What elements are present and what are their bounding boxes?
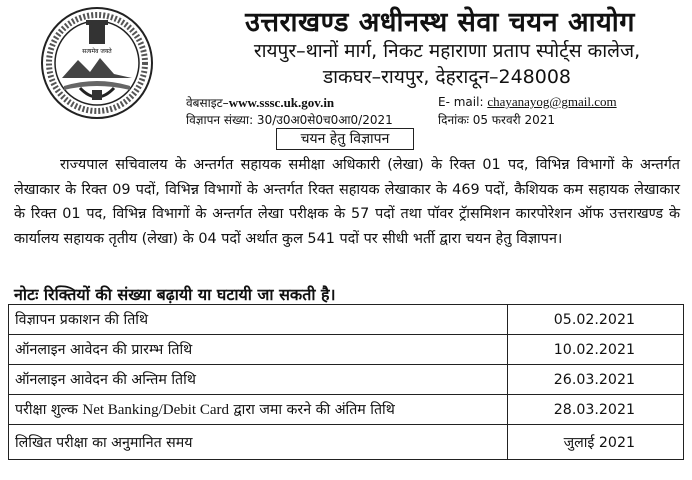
row-label: ऑनलाइन आवेदन की अन्तिम तिथि (9, 365, 508, 395)
schedule-table (8, 304, 684, 460)
table-row (9, 395, 684, 425)
email-line (438, 94, 617, 110)
row-value: 28.03.2021 (508, 395, 684, 425)
row-label: विज्ञापन प्रकाशन की तिथि (9, 305, 508, 335)
row-label (9, 395, 508, 425)
commission-seal-icon (40, 6, 154, 120)
note-text: नोटः रिक्तियों की संख्या बढ़ायी या घटायी जा सकती है। (14, 285, 336, 304)
organisation-name: उत्तराखण्ड अधीनस्थ सेवा चयन आयोग (245, 7, 635, 38)
row-value: 10.02.2021 (508, 335, 684, 365)
advertisement-date: दिनांकः 05 फरवरी 2021 (438, 113, 555, 127)
row-label: लिखित परीक्षा का अनुमानित समय (9, 425, 508, 460)
email-label: E- mail: (438, 95, 484, 109)
website-link[interactable]: www.sssc.uk.gov.in (228, 95, 335, 110)
row-label-pre: परीक्षा शुल्क (15, 402, 78, 418)
table-row (9, 335, 684, 365)
row-value: 05.02.2021 (508, 305, 684, 335)
row-label: ऑनलाइन आवेदन की प्रारम्भ तिथि (9, 335, 508, 365)
table-row (9, 425, 684, 460)
email-link[interactable]: chayanayog@gmail.com (487, 94, 617, 109)
section-heading: चयन हेतु विज्ञापन (276, 128, 414, 150)
seal-motto: सत्यमेव जयते (82, 48, 112, 55)
row-label-latin: Net Banking/Debit Card (82, 402, 229, 418)
row-value: 26.03.2021 (508, 365, 684, 395)
table-row (9, 305, 684, 335)
row-label-post: द्वारा जमा करने की अंतिम तिथि (233, 402, 395, 418)
website-label: वेबसाइट– (186, 96, 229, 110)
address-line-2: डाकघर–रायपुर, देहरादून–248008 (322, 66, 572, 88)
advertisement-number: विज्ञापन संख्या: 30/उ0अ0से0च0आ0/2021 (186, 113, 393, 127)
address-line-1: रायपुर–थानों मार्ग, निकट महाराणा प्रताप स्पोर्ट्स कालेज, (253, 40, 641, 62)
table-row (9, 365, 684, 395)
body-paragraph: राज्यपाल सचिवालय के अन्तर्गत सहायक समीक्षा अधिकारी (लेखा) के रिक्त 01 पद, विभिन्न विभागों के अन्तर्गत लेखाकार के रिक्त 09 पदों, विभिन्न विभागों के अन्तर्गत रिक्त सहायक लेखाकार के 469 पदों, कैशियक कम सहायक लेखाकार के रिक्त 01 पद, विभिन्न विभागों के अन्तर्गत लेखा परीक्षक के 57 पदों तथा पॉवर ट्रॅासमिशन कारपोरेशन ऑफ उत्तराखण्ड के कार्यालय सहायक तृतीय (लेखा) के 04 पदों अर्थात कुल 541 पदों पर सीधी भर्ती द्वारा चयन हेतु विज्ञापन। (14, 157, 680, 247)
row-value: जुलाई 2021 (508, 425, 684, 460)
website-line (186, 94, 334, 111)
